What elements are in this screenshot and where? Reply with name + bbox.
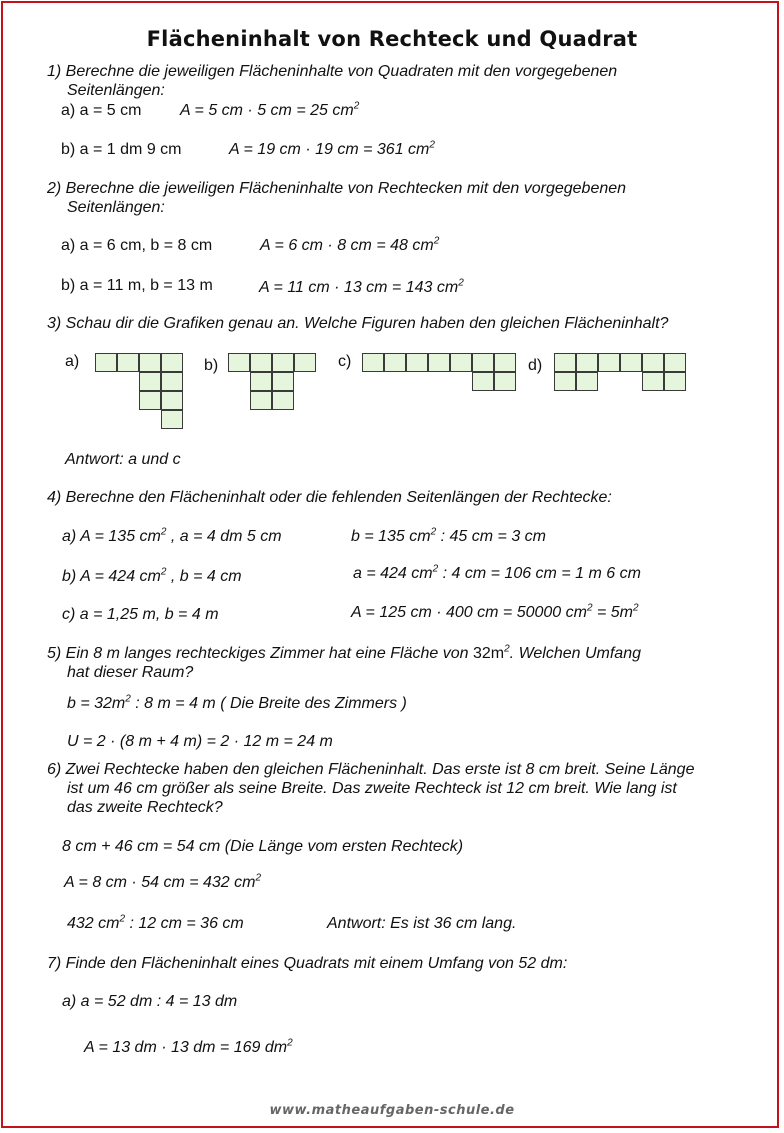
footer-website: www.matheaufgaben-schule.de: [269, 1103, 515, 1118]
q6-solution-3: 432 $cm^2$ : 12 cm = 36 cm: [67, 913, 244, 932]
q1-text-line2: Seitenlängen:: [67, 82, 165, 99]
grid-cell: [272, 353, 294, 372]
q3-text: 3) Schau dir die Grafiken genau an. Welche Figuren haben den gleichen Flächeninhalt?: [47, 315, 669, 332]
q2-b-given: b) a = 11 m, b = 13 m: [61, 277, 213, 294]
grid-cell: [139, 391, 161, 410]
q6-solution-2: A = 8 cm · 54 cm = 432 $cm^2$: [64, 872, 262, 891]
grid-cell: [250, 372, 272, 391]
grid-cell: [664, 353, 686, 372]
q4-c-solution: A = 125 cm · 400 cm = 50000 $cm^2 = 5m^2$: [351, 602, 639, 621]
q6-answer: Antwort: Es ist 36 cm lang.: [327, 915, 517, 932]
q1-a-solution: A = 5 cm · 5 cm = 25 $cm^2$: [180, 100, 360, 119]
q1-text-line1: 1) Berechne die jeweiligen Flächeninhalte von Quadraten mit den vorgegebenen: [47, 63, 618, 80]
q7-solution-2: A = 13 dm · 13 dm = 169 $dm^2$: [84, 1037, 293, 1056]
grid-cell: [620, 353, 642, 372]
figure-b-label: b): [204, 357, 219, 374]
q4-c-given: c) a = 1,25 m, b = 4 m: [62, 606, 219, 623]
grid-cell: [450, 353, 472, 372]
q2-b-solution: A = 11 cm · 13 cm = 143 $cm^2$: [259, 277, 464, 296]
grid-cell: [139, 372, 161, 391]
grid-cell: [472, 372, 494, 391]
grid-cell: [554, 353, 576, 372]
grid-cell: [250, 353, 272, 372]
grid-cell: [642, 353, 664, 372]
q6-text-line2: ist um 46 cm größer als seine Breite. Das zweite Rechteck ist 12 cm breit. Wie lang ist: [67, 780, 677, 797]
grid-cell: [117, 353, 139, 372]
grid-cell: [472, 353, 494, 372]
q2-a-solution: A = 6 cm · 8 cm = 48 $cm^2$: [260, 235, 440, 254]
grid-cell: [664, 372, 686, 391]
grid-cell: [139, 353, 161, 372]
grid-cell: [95, 353, 117, 372]
page-title: Flächeninhalt von Rechteck und Quadrat: [146, 27, 638, 51]
grid-cell: [554, 372, 576, 391]
figure-a-label: a): [65, 353, 80, 370]
q4-a-solution: b = 135 $cm^2$ : 45 cm = 3 cm: [351, 526, 546, 545]
q2-text-line1: 2) Berechne die jeweiligen Flächeninhalte von Rechtecken mit den vorgegebenen: [47, 180, 627, 197]
grid-cell: [228, 353, 250, 372]
q4-a-given: a) A = 135 $cm^2$ , a = 4 dm 5 cm: [62, 526, 282, 545]
grid-cell: [161, 391, 183, 410]
q2-a-given: a) a = 6 cm, b = 8 cm: [61, 237, 213, 254]
q6-text-line3: das zweite Rechteck?: [67, 799, 223, 816]
grid-cell: [161, 353, 183, 372]
q5-solution-2: U = 2 · (8 m + 4 m) = 2 · 12 m = 24 m: [67, 733, 333, 750]
grid-cell: [161, 372, 183, 391]
q6-solution-1: 8 cm + 46 cm = 54 cm (Die Länge vom ersten Rechteck): [62, 838, 464, 855]
grid-cell: [406, 353, 428, 372]
q4-b-solution: a = 424 $cm^2$ : 4 cm = 106 cm = 1 m 6 cm: [353, 563, 641, 582]
grid-cell: [642, 372, 664, 391]
q6-text-line1: 6) Zwei Rechtecke haben den gleichen Flächeninhalt. Das erste ist 8 cm breit. Seine Länge: [47, 761, 695, 778]
figure-d-label: d): [528, 357, 543, 374]
q4-text: 4) Berechne den Flächeninhalt oder die fehlenden Seitenlängen der Rechtecke:: [47, 489, 612, 506]
q7-solution-1: a) a = 52 dm : 4 = 13 dm: [62, 993, 238, 1010]
q5-solution-1: $b = 32m^2$ : 8 m = 4 m ( Die Breite des Zimmers ): [67, 693, 407, 712]
q1-b-given: b) a = 1 dm 9 cm: [61, 141, 182, 158]
grid-cell: [272, 391, 294, 410]
grid-cell: [384, 353, 406, 372]
q2-text-line2: Seitenlängen:: [67, 199, 165, 216]
grid-cell: [598, 353, 620, 372]
grid-cell: [161, 410, 183, 429]
grid-cell: [576, 372, 598, 391]
q3-answer: Antwort: a und c: [65, 451, 181, 468]
q1-a-given: a) a = 5 cm: [61, 102, 142, 119]
grid-cell: [272, 372, 294, 391]
grid-cell: [428, 353, 450, 372]
grid-cell: [494, 372, 516, 391]
grid-cell: [294, 353, 316, 372]
grid-cell: [362, 353, 384, 372]
grid-cell: [250, 391, 272, 410]
q5-text-line1: 5) Ein 8 m langes rechteckiges Zimmer hat eine Fläche von $32m^2$. Welchen Umfang: [47, 643, 641, 662]
q5-text-line2: hat dieser Raum?: [67, 664, 194, 681]
grid-cell: [494, 353, 516, 372]
q1-b-solution: A = 19 cm · 19 cm = 361 $cm^2$: [229, 139, 435, 158]
grid-cell: [576, 353, 598, 372]
q4-b-given: b) A = 424 $cm^2$ , b = 4 cm: [62, 566, 242, 585]
q7-text: 7) Finde den Flächeninhalt eines Quadrats mit einem Umfang von 52 dm:: [47, 955, 568, 972]
figure-c-label: c): [338, 353, 352, 370]
